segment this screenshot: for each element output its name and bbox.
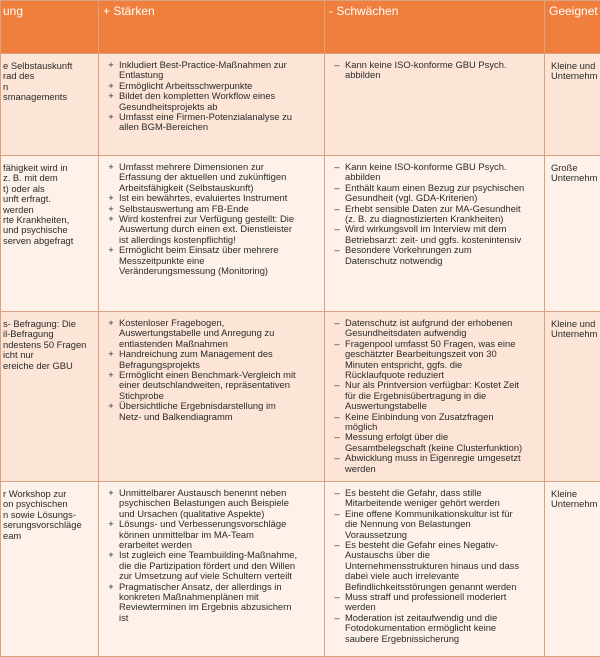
weakness-item bbox=[331, 339, 542, 381]
minus-bullet-icon: – bbox=[331, 540, 343, 550]
weakness-item bbox=[331, 453, 542, 474]
plus-bullet-icon: + bbox=[105, 488, 117, 498]
weakness-item bbox=[331, 224, 542, 245]
header-weaknesses: - Schwächen bbox=[325, 1, 545, 54]
plus-bullet-icon: + bbox=[105, 162, 117, 172]
suitable-cell: Kleine und Unternehm bbox=[545, 54, 600, 156]
plus-bullet-icon: + bbox=[105, 582, 117, 592]
item-text: Besondere Vorkehrungen zum Datenschutz notwendig bbox=[345, 244, 472, 265]
weakness-item bbox=[331, 60, 542, 81]
item-text: Moderation ist zeitaufwendig und die Fotodokumentation ermöglicht keine saubere Ergebnissicherung bbox=[345, 612, 497, 644]
table-row bbox=[1, 156, 600, 312]
plus-bullet-icon: + bbox=[105, 193, 117, 203]
weaknesses-cell bbox=[325, 156, 545, 312]
item-text: Übersichtliche Ergebnisdarstellung im Netz- und Balkendiagramm bbox=[119, 400, 276, 421]
minus-bullet-icon: – bbox=[331, 592, 343, 602]
minus-bullet-icon: – bbox=[331, 162, 343, 172]
weakness-item bbox=[331, 592, 542, 613]
weakness-item bbox=[331, 204, 542, 225]
plus-bullet-icon: + bbox=[105, 112, 117, 122]
method-cell: s- Befragung: Die il-Befragung ndestens 50 Fragen icht nur ereiche der GBU bbox=[1, 312, 99, 482]
minus-bullet-icon: – bbox=[331, 339, 343, 349]
weakness-item bbox=[331, 432, 542, 453]
strengths-cell bbox=[99, 54, 325, 156]
minus-bullet-icon: – bbox=[331, 204, 343, 214]
minus-bullet-icon: – bbox=[331, 432, 343, 442]
weakness-item bbox=[331, 488, 542, 509]
minus-bullet-icon: – bbox=[331, 245, 343, 255]
item-text: Es besteht die Gefahr, dass stille Mitarbeitende weniger gehört werden bbox=[345, 487, 500, 508]
item-text: Ermöglicht einen Benchmark-Vergleich mit einer deutschlandweiten, repräsentativen Stichprobe bbox=[119, 369, 296, 401]
strength-item bbox=[105, 519, 322, 550]
strength-item bbox=[105, 488, 322, 519]
weakness-item bbox=[331, 162, 542, 183]
item-text: Wird wirkungsvoll im Interview mit dem Betriebsarzt: zeit- und ggfs. kostenintensiv bbox=[345, 223, 521, 244]
item-text: Unmittelbarer Austausch benennt neben psychischen Belastungen auch Beispiele und Ursachen (qualitative Aspekte) bbox=[119, 487, 289, 519]
item-text: Bildet den kompletten Workflow eines Gesundheitsprojekts ab bbox=[119, 90, 275, 111]
strength-item bbox=[105, 349, 322, 370]
minus-bullet-icon: – bbox=[331, 412, 343, 422]
strengths-cell bbox=[99, 482, 325, 657]
plus-bullet-icon: + bbox=[105, 60, 117, 70]
plus-bullet-icon: + bbox=[105, 401, 117, 411]
weakness-item bbox=[331, 412, 542, 433]
item-text: Kostenloser Fragebogen, Auswertungstabelle und Anregung zu entlastenden Maßnahmen bbox=[119, 317, 274, 349]
strength-item bbox=[105, 582, 322, 624]
plus-bullet-icon: + bbox=[105, 245, 117, 255]
strength-item bbox=[105, 245, 322, 276]
header-strengths: + Stärken bbox=[99, 1, 325, 54]
minus-bullet-icon: – bbox=[331, 453, 343, 463]
item-text: Pragmatischer Ansatz, der allerdings in konkreten Maßnahmenplänen mit Reviewterminen im Ergebnis abzusichern ist bbox=[119, 581, 291, 623]
item-text: Eine offene Kommunikationskultur ist für die Nennung von Belastungen Voraussetzung bbox=[345, 508, 513, 540]
item-text: Wird kostenfrei zur Verfügung gestellt: Die Auswertung durch einen ext. Dienstleister ist allerdings kostenpflichtig! bbox=[119, 213, 294, 245]
weakness-item bbox=[331, 183, 542, 204]
plus-bullet-icon: + bbox=[105, 349, 117, 359]
weaknesses-cell bbox=[325, 312, 545, 482]
header-suitable: Geeignet bbox=[545, 1, 600, 54]
weakness-item bbox=[331, 613, 542, 644]
item-text: Muss straff und professionell moderiert werden bbox=[345, 591, 506, 612]
item-text: Selbstauswertung am FB-Ende bbox=[119, 203, 249, 214]
strength-item bbox=[105, 91, 322, 112]
plus-bullet-icon: + bbox=[105, 81, 117, 91]
minus-bullet-icon: – bbox=[331, 183, 343, 193]
method-cell: fähigkeit wird in z. B. mit dem t) oder als unft erfragt. werden rte Krankheiten, und psychische serven abgefragt bbox=[1, 156, 99, 312]
weaknesses-cell bbox=[325, 54, 545, 156]
item-text: Messung erfolgt über die Gesamtbelegschaft (keine Clusterfunktion) bbox=[345, 431, 522, 452]
item-text: Kann keine ISO-konforme GBU Psych. abbilden bbox=[345, 59, 507, 80]
strength-item bbox=[105, 112, 322, 133]
item-text: Lösungs- und Verbesserungsvorschläge können unmittelbar im MA-Team erarbeitet werden bbox=[119, 518, 286, 550]
strength-item bbox=[105, 318, 322, 349]
item-text: Umfasst mehrere Dimensionen zur Erfassung der aktuellen und zukünftigen Arbeitsfähigkeit (Selbstauskunft) bbox=[119, 161, 286, 193]
minus-bullet-icon: – bbox=[331, 224, 343, 234]
strength-item bbox=[105, 401, 322, 422]
plus-bullet-icon: + bbox=[105, 318, 117, 328]
item-text: Fragenpool umfasst 50 Fragen, was eine geschätzter Bearbeitungszeit von 30 Minuten entspricht, ggfs. die Rücklaufquote reduziert bbox=[345, 338, 515, 380]
method-cell: r Workshop zur on psychischen n sowie Lösungs- serungsvorschläge eam bbox=[1, 482, 99, 657]
item-text: Enthält kaum einen Bezug zur psychischen Gesundheit (vgl. GDA-Kriterien) bbox=[345, 182, 524, 203]
weakness-item bbox=[331, 318, 542, 339]
item-text: Datenschutz ist aufgrund der erhobenen Gesundheitsdaten aufwendig bbox=[345, 317, 512, 338]
plus-bullet-icon: + bbox=[105, 91, 117, 101]
header-method: ung bbox=[1, 1, 99, 54]
strength-item bbox=[105, 162, 322, 193]
item-text: Ist zugleich eine Teambuilding-Maßnahme, die die Partizipation fördert und den Willen zur Umsetzung auf viele Schultern verteilt bbox=[119, 549, 297, 581]
table-row bbox=[1, 312, 600, 482]
minus-bullet-icon: – bbox=[331, 613, 343, 623]
item-text: Nur als Printversion verfügbar: Kostet Zeit für die Ergebnisübertragung in die Auswertungstabelle bbox=[345, 379, 519, 411]
item-text: Kann keine ISO-konforme GBU Psych. abbilden bbox=[345, 161, 507, 182]
minus-bullet-icon: – bbox=[331, 380, 343, 390]
table-row bbox=[1, 54, 600, 156]
strengths-cell bbox=[99, 312, 325, 482]
item-text: Erhebt sensible Daten zur MA-Gesundheit (z. B. zu diagnostizierten Krankheiten) bbox=[345, 203, 521, 224]
suitable-cell: Große Unternehm bbox=[545, 156, 600, 312]
item-text: Abwicklung muss in Eigenregie umgesetzt werden bbox=[345, 452, 521, 473]
method-cell: e Selbstauskunft rad des n smanagements bbox=[1, 54, 99, 156]
strength-item bbox=[105, 550, 322, 581]
minus-bullet-icon: – bbox=[331, 488, 343, 498]
minus-bullet-icon: – bbox=[331, 60, 343, 70]
minus-bullet-icon: – bbox=[331, 509, 343, 519]
item-text: Handreichung zum Management des Befragungsprojekts bbox=[119, 348, 273, 369]
strength-item bbox=[105, 214, 322, 245]
item-text: Ist ein bewährtes, evaluiertes Instrument bbox=[119, 192, 287, 203]
weakness-item bbox=[331, 245, 542, 266]
plus-bullet-icon: + bbox=[105, 204, 117, 214]
plus-bullet-icon: + bbox=[105, 370, 117, 380]
item-text: Inkludiert Best-Practice-Maßnahmen zur Entlastung bbox=[119, 59, 287, 80]
strengths-cell bbox=[99, 156, 325, 312]
strength-item bbox=[105, 370, 322, 401]
item-text: Ermöglicht beim Einsatz über mehrere Messzeitpunkte eine Veränderungsmessung (Monitoring) bbox=[119, 244, 278, 276]
item-text: Umfasst eine Firmen-Potenzialanalyse zu allen BGM-Bereichen bbox=[119, 111, 292, 132]
strength-item bbox=[105, 60, 322, 81]
weakness-item bbox=[331, 509, 542, 540]
header-row bbox=[1, 1, 600, 54]
plus-bullet-icon: + bbox=[105, 214, 117, 224]
minus-bullet-icon: – bbox=[331, 318, 343, 328]
suitable-cell: Kleine und Unternehm bbox=[545, 312, 600, 482]
suitable-cell: Kleine Unternehm bbox=[545, 482, 600, 657]
item-text: Keine Einbindung von Zusatzfragen möglich bbox=[345, 411, 494, 432]
weakness-item bbox=[331, 540, 542, 592]
item-text: Es besteht die Gefahr eines Negativ- Austauschs über die Unternehmensstrukturen hinaus und dass dabei viele auch irrelevante Befindlichkeitsstörungen genannt werden bbox=[345, 539, 519, 592]
weaknesses-cell bbox=[325, 482, 545, 657]
weakness-item bbox=[331, 380, 542, 411]
plus-bullet-icon: + bbox=[105, 550, 117, 560]
plus-bullet-icon: + bbox=[105, 519, 117, 529]
table-row bbox=[1, 482, 600, 657]
item-text: Ermöglicht Arbeitsschwerpunkte bbox=[119, 80, 252, 91]
